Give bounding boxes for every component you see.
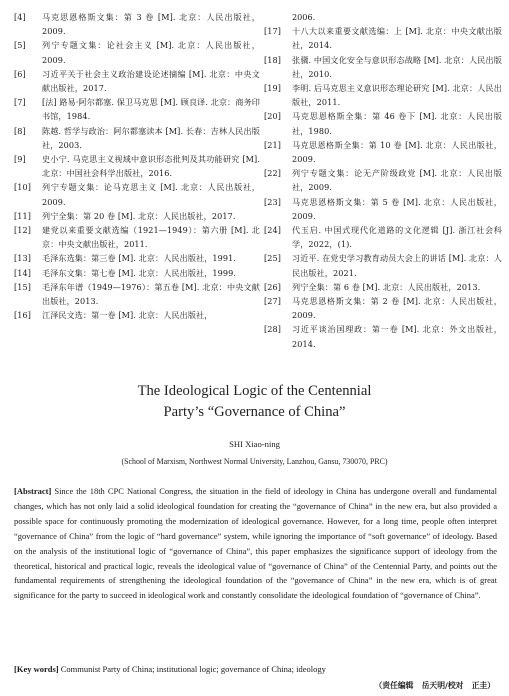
reference-item xyxy=(264,280,502,294)
reference-text: 十八大以来重要文献选编：上 [M]. 北京：中央文献出版社，2014. xyxy=(292,26,502,51)
reference-item xyxy=(264,251,502,279)
reference-number: [22] xyxy=(264,168,282,179)
reference-number: [17] xyxy=(264,26,282,37)
reference-text: 列宁专题文集：论社会主义 [M]. 北京：人民出版社，2009. xyxy=(42,40,260,65)
reference-number: [23] xyxy=(264,196,282,207)
reference-text: 习近平关于社会主义政治建设论述摘编 [M]. 北京：中央文献出版社，2017. xyxy=(42,68,260,94)
reference-text: 毛泽东文集：第七卷 [M]. 北京：人民出版社，1999. xyxy=(42,267,237,278)
reference-text: 毛泽东年谱（1949—1976）：第五卷 [M]. 北京：中央文献出版社，2013. xyxy=(42,281,260,307)
references-left-column xyxy=(14,10,260,322)
reference-number: [28] xyxy=(264,324,282,335)
abstract-text: Since the 18th CPC National Congress, the situation in the field of ideology in China has undergone overall and fundamental changes, which has not only laid a solid ideological foundation for creating the “governance of China” in the new era, but also provided a possible space for continuously promoting the modernization of ideological governance. However, for a long time, people often interpret “governance of China” from the logic of “hard governance” system, while ignoring the importance of “soft governance” of ideology. Based on the analysis of the institutional logic of “governance of China”, this paper emphasizes the significance support of ideology from the theoretical, historical and practical logic, reveals the ideological value of “governance of China” of the Centennial Party, and points out the fundamental requirements of strengthening the ideological foundation of the “governance of China” in the new era, which is of great significance for the party to succeed in ideological work and constantly consolidate the ideological foundation of “governance of China”. xyxy=(14,486,497,601)
reference-item xyxy=(264,53,502,81)
reference-number: [26] xyxy=(264,281,282,292)
editor-note: （责任编辑 岳天明/校对 正圭） xyxy=(374,681,495,690)
reference-item xyxy=(264,195,502,223)
abstract-label: [Abstract] xyxy=(14,486,52,496)
reference-text: 列宁专题文集：论无产阶级政党 [M]. 北京：人民出版社，2009. xyxy=(292,168,502,193)
reference-number: [6] xyxy=(14,68,26,79)
reference-item xyxy=(14,67,260,95)
reference-item xyxy=(14,223,260,251)
reference-number: [11] xyxy=(14,210,32,221)
reference-text: 马克思恩格斯全集：第 10 卷 [M]. 北京：人民出版社，2009. xyxy=(292,139,502,165)
reference-number: [15] xyxy=(14,281,32,292)
reference-text: 史小宁. 马克思主义视域中意识形态批判及其功能研究 [M]. 北京：中国社会科学出版社，2016. xyxy=(42,154,260,179)
reference-item xyxy=(14,251,260,265)
reference-number: [27] xyxy=(264,296,282,307)
reference-item xyxy=(14,209,260,223)
keywords-text: Communist Party of China; institutional logic; governance of China; ideology xyxy=(60,664,326,674)
reference-text: 建党以来重要文献选编（1921—1949）：第六册 [M]. 北京：中央文献出版社，2011. xyxy=(42,225,260,250)
reference-item xyxy=(264,294,502,322)
reference-number: [8] xyxy=(14,125,26,136)
reference-item xyxy=(14,280,260,308)
reference-text: 列宁全集：第 6 卷 [M]. 北京：人民出版社，2013. xyxy=(292,281,481,292)
reference-number: [18] xyxy=(264,54,282,65)
reference-number: [24] xyxy=(264,225,282,236)
reference-text: 马克思恩格斯文集：第 3 卷 [M]. 北京：人民出版社，2009. xyxy=(42,12,260,37)
reference-item xyxy=(14,308,260,322)
reference-number: [13] xyxy=(14,253,32,264)
reference-item xyxy=(264,138,502,166)
reference-number: [9] xyxy=(14,154,26,165)
reference-number: [19] xyxy=(264,83,282,94)
reference-continuation: 2006. xyxy=(292,12,316,22)
author-name: SHI Xiao-ning xyxy=(229,439,280,449)
reference-item xyxy=(264,81,502,109)
reference-text: 陈越. 哲学与政治：阿尔都塞读本 [M]. 长春：吉林人民出版社，2003. xyxy=(42,125,260,150)
reference-item xyxy=(14,95,260,123)
reference-text: 马克思恩格斯文集：第 2 卷 [M]. 北京：人民出版社，2009. xyxy=(292,296,502,321)
reference-text: 毛泽东选集：第三卷 [M]. 北京：人民出版社，1991. xyxy=(42,253,237,264)
reference-item xyxy=(264,24,502,52)
paper-title-line-1: The Ideological Logic of the Centennial xyxy=(137,383,372,399)
reference-item xyxy=(264,223,502,251)
references-right-column xyxy=(264,10,502,351)
reference-text: 江泽民文选：第一卷 [M]. 北京：人民出版社， xyxy=(42,310,213,321)
reference-item xyxy=(14,124,260,152)
reference-number: [14] xyxy=(14,267,32,278)
reference-number: [7] xyxy=(14,97,26,108)
reference-number: [21] xyxy=(264,139,282,150)
reference-item xyxy=(264,109,502,137)
reference-text: 列宁全集：第 20 卷 [M]. 北京：人民出版社，2017. xyxy=(42,210,236,221)
reference-item xyxy=(14,38,260,66)
reference-item xyxy=(264,166,502,194)
reference-item xyxy=(14,152,260,180)
reference-number: [5] xyxy=(14,40,26,51)
reference-number: [10] xyxy=(14,182,32,193)
author-affiliation: (School of Marxism, Northwest Normal University, Lanzhou, Gansu, 730070, PRC) xyxy=(121,457,388,466)
reference-text: [法] 路易·阿尔都塞. 保卫马克思 [M]. 顾良译. 北京：商务印书馆，1984. xyxy=(42,97,260,122)
keywords xyxy=(14,662,497,676)
reference-text: 马克思恩格斯全集：第 46 卷下 [M]. 北京：人民出版社，1980. xyxy=(292,111,502,136)
reference-item xyxy=(264,322,502,350)
abstract xyxy=(14,484,497,603)
reference-number: [12] xyxy=(14,225,32,236)
reference-number: [4] xyxy=(14,12,26,22)
reference-number: [20] xyxy=(264,111,282,122)
reference-item xyxy=(14,10,260,38)
keywords-label: [Key words] xyxy=(14,664,59,674)
reference-text: 习近平谈治国理政：第一卷 [M]. 北京：外文出版社，2014. xyxy=(292,324,502,349)
reference-text: 马克思恩格斯文集：第 5 卷 [M]. 北京：人民出版社，2009. xyxy=(292,196,502,221)
reference-item xyxy=(14,266,260,280)
reference-text: 李明. 后马克思主义意识形态理论研究 [M]. 北京：人民出版社，2011. xyxy=(292,83,502,108)
reference-text: 代玉启. 中国式现代化道路的文化逻辑 [J]. 浙江社会科学，2022，(1). xyxy=(292,225,502,250)
reference-item xyxy=(14,180,260,208)
reference-number: [25] xyxy=(264,253,282,264)
paper-title-line-2: Party’s “Governance of China” xyxy=(163,404,346,420)
reference-number: [16] xyxy=(14,310,32,321)
reference-text: 列宁专题文集：论马克思主义 [M]. 北京：人民出版社，2009. xyxy=(42,182,260,207)
reference-text: 习近平. 在党史学习教育动员大会上的讲话 [M]. 北京：人民出版社，2021. xyxy=(292,253,502,278)
reference-text: 张骥. 中国文化安全与意识形态战略 [M]. 北京：人民出版社，2010. xyxy=(292,54,502,79)
